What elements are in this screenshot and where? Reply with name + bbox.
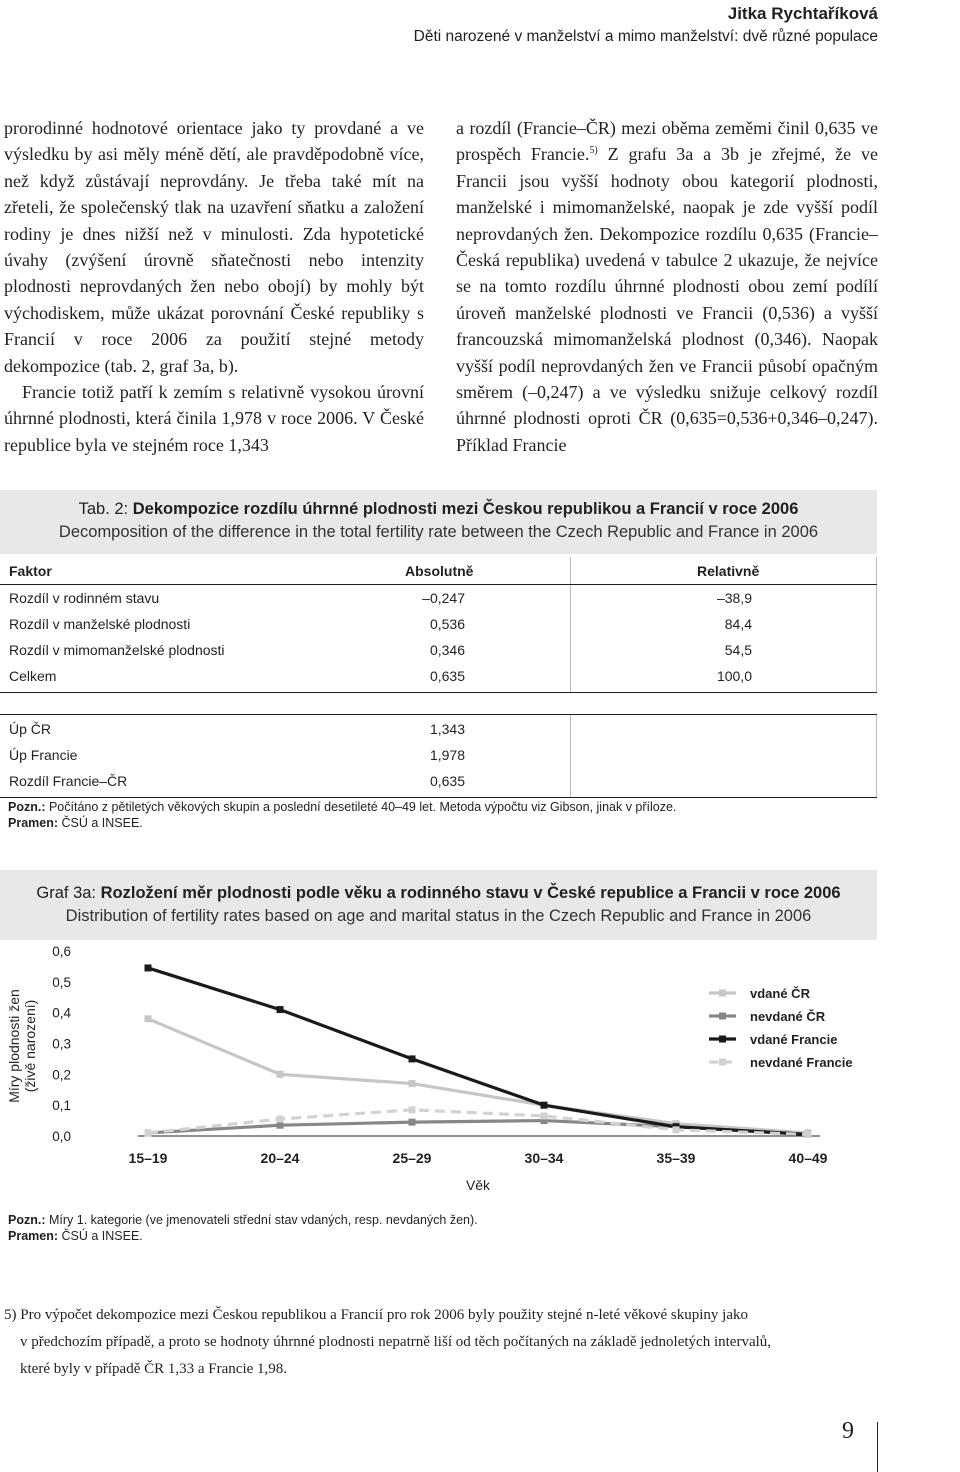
series-vdané-ČR-point [145,1015,152,1022]
decomposition-table [0,557,877,832]
left-column [4,115,424,458]
figure-caption [0,870,877,940]
cell-faktor: Rozdíl v rodinném stavu [9,590,160,606]
cell-faktor: Rozdíl v mimomanželské plodnosti [9,642,225,658]
series-vdané-ČR-point [277,1071,284,1078]
footnote-line-1: 5) Pro výpočet dekompozice mezi Českou republikou a Francií pro rok 2006 byly použity stejné n-leté věkové skupiny jako [4,1307,748,1323]
cell-absolutne: 1,978 [429,747,465,763]
series-group [145,964,812,1138]
table-note-text: Počítáno z pětiletých věkových skupin a poslední desetileté 40–49 let. Metoda výpočtu viz Gibson, jinak v příloze. [45,800,677,814]
right-column [456,115,878,458]
table-rule [0,714,877,715]
footnote-line-3: které byly v případě ČR 1,33 a Francie 1,98. [20,1361,288,1377]
y-tick-label: 0,0 [52,1129,71,1144]
series-vdané-ČR-point [409,1080,416,1087]
table-row [0,663,877,689]
table-label: Tab. 2: [78,500,129,518]
cell-faktor: Úp ČR [9,721,52,737]
series-nevdané-Francie-point [145,1129,152,1136]
legend-label: nevdané ČR [750,1009,826,1024]
table-title-cz: Dekompozice rozdílu úhrnné plodnosti mezi Českou republikou a Francií v roce 2006 [132,500,799,518]
right-paragraph [456,115,878,458]
table-row [0,637,877,663]
table-source-text: ČSÚ a INSEE. [58,816,143,830]
series-vdané-Francie-point [145,964,152,971]
table-rule [0,692,877,693]
y-ticks [52,944,71,1144]
y-tick-label: 0,5 [52,974,71,990]
legend-label: vdané Francie [750,1032,838,1047]
table-note-label: Pozn.: [8,800,46,814]
cell-relativne: 100,0 [716,668,752,684]
legend [709,986,853,1070]
legend-marker [719,1013,726,1020]
header-title: Děti narozené v manželství a mimo manželství: dvě různé populace [413,28,878,45]
header-author: Jitka Rychtaříková [727,4,878,23]
table-caption [0,490,877,554]
series-vdané-ČR-line [148,1019,808,1133]
table-notes [8,799,676,831]
series-vdané-Francie-point [277,1006,284,1013]
figure-title: Rozložení měr plodnosti podle věku a rodinného stavu v České republice a Francii v roce 2006 [100,884,841,902]
legend-marker [719,1059,726,1066]
legend-label: vdané ČR [750,986,810,1001]
x-ticks [129,1150,828,1166]
footnote-line-2: v předchozím případě, a proto se hodnoty úhrnné plodnosti nepatrně liší od těch počítaných na základě jednoletých intervalů, [20,1334,772,1350]
table-row [0,768,877,794]
header-absolutne: Absolutně [405,563,474,579]
fertility-chart [0,940,877,1210]
table-header-row [0,558,877,584]
x-tick-label: 35–39 [656,1150,696,1166]
cell-relativne: 84,4 [724,616,752,632]
series-nevdané-Francie-point [805,1131,812,1138]
y-tick-label: 0,2 [52,1067,71,1083]
page-number: 9 [842,1418,854,1444]
y-tick-label: 0,4 [52,1005,71,1021]
y-axis-title-line1: Míry plodnosti žen [6,989,22,1103]
figure-label: Graf 3a: [36,884,97,902]
right-text-b: Z grafu 3a a 3b je zřejmé, že ve Francii jsou vyšší hodnoty obou kategorií plodnosti, manželské i mimomanželské, naopak je zde vyšší podíl neprovdaných žen. Dekompozice rozdílu 0,635 (Francie–Česká republika) uvedená v tabulce 2 ukazuje, že nejvíce se na tomto rozdílu úhrnné plodnosti obou zemí podílí úroveň manželské plodnosti ve Francii (0,536) a vyšší francouzská mimomanželská plodnost (0,346). Naopak vyšší podíl neprovdaných žen ve Francii působí opačným směrem (–0,247) a ve výsledku snižuje celkový rozdíl úhrnné plodnosti oproti ČR (0,635=0,536+0,346–0,247). Příklad Francie [456,144,879,455]
page-number-rule [877,1422,878,1472]
cell-relativne: 54,5 [724,642,752,658]
x-tick-label: 30–34 [524,1150,564,1166]
cell-relativne: –38,9 [716,590,752,606]
legend-marker [719,1036,726,1043]
cell-faktor: Rozdíl v manželské plodnosti [9,616,191,632]
cell-absolutne: –0,247 [422,590,465,606]
table-row [0,585,877,611]
table-rule [0,797,877,798]
table-row [0,716,877,742]
table-title-en: Decomposition of the difference in the total fertility rate between the Czech Republic and France in 2006 [58,523,819,541]
legend-label: nevdané Francie [750,1055,853,1070]
cell-absolutne: 0,536 [429,616,465,632]
series-nevdané-Francie-point [277,1116,284,1123]
figure-note-text: Míry 1. kategorie (ve jmenovateli střední stav vdaných, resp. nevdaných žen). [45,1213,478,1227]
legend-marker [719,990,726,997]
right-text-a: a rozdíl (Francie–ČR) mezi oběma zeměmi činil 0,635 ve prospěch Francie. [456,118,878,165]
series-nevdané-ČR-point [277,1122,284,1129]
series-nevdané-ČR-point [409,1119,416,1126]
series-nevdané-Francie-point [541,1112,548,1119]
series-nevdané-Francie-point [409,1106,416,1113]
header-relativne: Relativně [697,563,760,579]
x-tick-label: 15–19 [128,1150,168,1166]
x-tick-label: 40–49 [788,1150,828,1166]
x-tick-label: 25–29 [392,1150,432,1166]
table-source-label: Pramen: [8,816,59,830]
cell-absolutne: 0,635 [429,773,465,789]
cell-absolutne: 1,343 [429,721,465,737]
cell-absolutne: 0,635 [429,668,465,684]
cell-faktor: Celkem [9,668,57,684]
series-vdané-Francie-point [409,1055,416,1062]
running-header [414,0,878,48]
series-nevdané-Francie-point [673,1126,680,1133]
y-tick-label: 0,1 [52,1098,71,1114]
footnote-ref[interactable]: 5) [589,145,598,157]
cell-faktor: Úp Francie [9,747,78,763]
left-paragraph-1: prorodinné hodnotové orientace jako ty provdané a ve výsledku by asi měly méně dětí, ale pravděpodobně více, než když zůstávají neprovdány. Je třeba také mít na zřeteli, že společenský tlak na uzavření sňatku a založení rodiny je dnes nižší než v minulosti. Zda hypotetické úvahy (zvýšení úrovně sňatečnosti nebo intenzity plodnosti neprovdaných žen nebo obojí) by mohly být východiskem, může ukázat porovnání České republiky s Francií v roce 2006 za použití stejné metody dekompozice (tab. 2, graf 3a, b). [4,118,424,376]
x-tick-label: 20–24 [260,1150,300,1166]
figure-notes [8,1212,478,1244]
table-row [0,742,877,768]
footnote [4,1302,874,1383]
cell-absolutne: 0,346 [429,642,465,658]
table-row [0,611,877,637]
figure-subtitle: Distribution of fertility rates based on age and marital status in the Czech Republic and France in 2006 [65,907,812,925]
cell-faktor: Rozdíl Francie–ČR [9,773,128,789]
figure-note-label: Pozn.: [8,1213,46,1227]
series-vdané-Francie-point [541,1102,548,1109]
header-faktor: Faktor [9,563,52,579]
left-paragraph-2: Francie totiž patří k zemím s relativně vysokou úrovní úhrnné plodnosti, která činila 1,978 v roce 2006. V České republice byla ve stejném roce 1,343 [4,382,424,455]
figure-source-label: Pramen: [8,1229,59,1243]
y-tick-label: 0,6 [52,944,71,959]
y-axis-title-line2: (živě narození) [22,999,38,1093]
y-tick-label: 0,3 [52,1036,71,1052]
figure-source-text: ČSÚ a INSEE. [58,1229,143,1243]
x-axis-title: Věk [465,1177,491,1193]
